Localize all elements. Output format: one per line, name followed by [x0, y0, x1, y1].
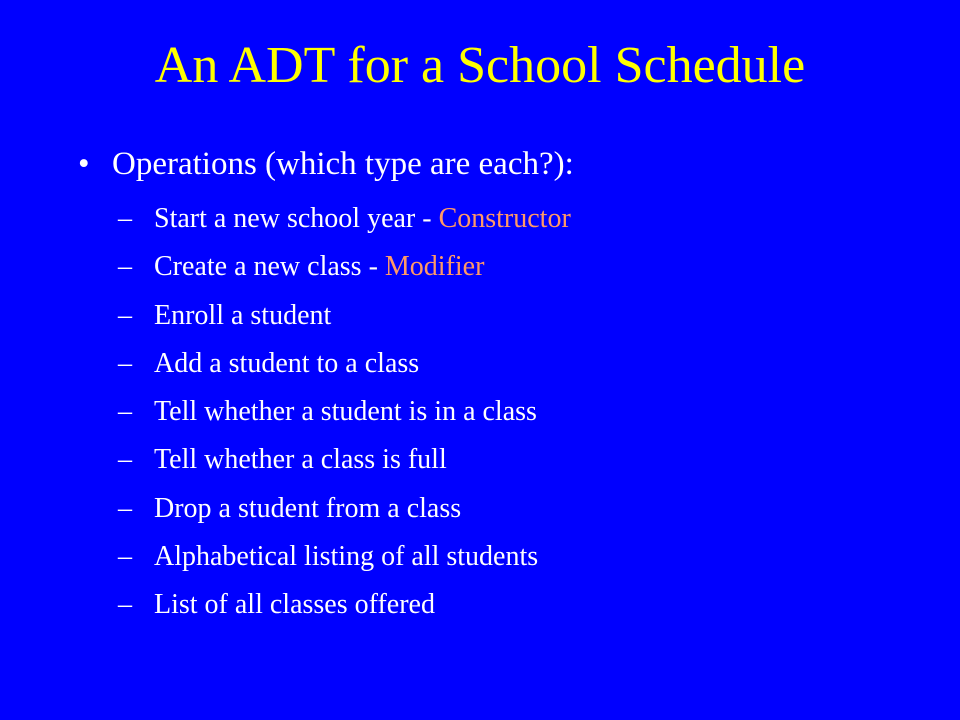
- item-text: Enroll a student: [154, 299, 332, 331]
- list-item: [118, 342, 571, 390]
- item-text: Create a new class -: [154, 251, 385, 283]
- bullet-operations: [78, 142, 574, 186]
- dash-marker: –: [118, 589, 132, 621]
- dash-marker: –: [118, 299, 132, 331]
- dash-marker: –: [118, 444, 132, 476]
- item-text: Drop a student from a class: [154, 492, 462, 524]
- operations-list: [118, 197, 571, 632]
- list-item: [118, 535, 571, 583]
- dash-marker: –: [118, 251, 132, 283]
- item-text: Add a student to a class: [154, 347, 420, 379]
- list-item: [118, 294, 571, 342]
- dash-marker: –: [118, 541, 132, 573]
- item-highlight: Constructor: [438, 203, 571, 234]
- list-item: [118, 390, 571, 438]
- slide-title: An ADT for a School Schedule: [154, 37, 806, 94]
- item-text: Alphabetical listing of all students: [154, 541, 539, 573]
- item-highlight: Modifier: [384, 251, 485, 283]
- list-item: [118, 583, 571, 631]
- dash-marker: –: [118, 396, 132, 428]
- list-item: [118, 438, 571, 486]
- dash-marker: –: [118, 347, 132, 379]
- bullet-text: Operations (which type are each?):: [112, 146, 574, 182]
- dash-marker: –: [118, 492, 132, 524]
- item-text: Tell whether a student is in a class: [154, 396, 537, 428]
- dash-marker: –: [118, 203, 132, 234]
- item-text: Tell whether a class is full: [154, 444, 447, 476]
- bullet-marker: •: [78, 146, 90, 182]
- list-item: [118, 487, 571, 535]
- item-text: Start a new school year -: [154, 203, 439, 234]
- item-text: List of all classes offered: [154, 589, 435, 621]
- list-item: [118, 197, 571, 245]
- list-item: [118, 245, 571, 293]
